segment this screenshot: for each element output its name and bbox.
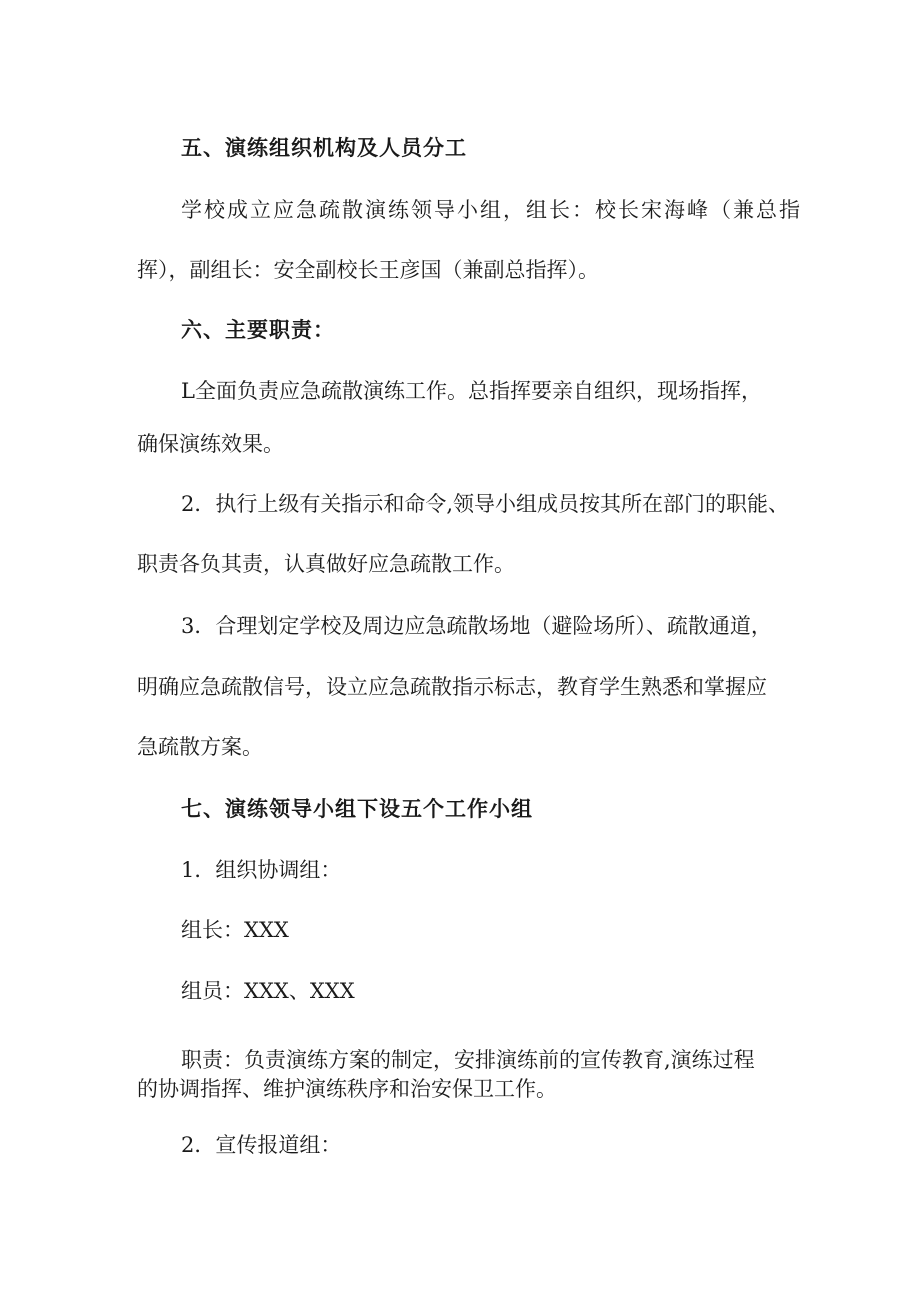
group-1-leader: 组长：XXX xyxy=(181,918,289,942)
section-7-heading: 七、演练领导小组下设五个工作小组 xyxy=(181,797,533,821)
duty-item-3-line-2: 明确应急疏散信号，设立应急疏散指示标志，教育学生熟悉和掌握应 xyxy=(137,675,767,699)
section-6-heading: 六、主要职责： xyxy=(181,318,335,342)
duty-item-2-line-1: 2．执行上级有关指示和命令,领导小组成员按其所在部门的职能、 xyxy=(181,492,790,516)
group-1-members: 组员：XXX、XXX xyxy=(181,979,355,1003)
duty-item-1-line-1: L全面负责应急疏散演练工作。总指挥要亲自组织，现场指挥， xyxy=(181,379,762,403)
duty-item-3-line-3: 急疏散方案。 xyxy=(137,735,263,759)
section-5-paragraph-line-2: 挥），副组长：安全副校长王彦国（兼副总指挥）。 xyxy=(137,258,599,282)
duty-item-3-line-1: 3．合理划定学校及周边应急疏散场地（避险场所）、疏散通道， xyxy=(181,614,772,638)
duty-item-2-line-2: 职责各负其责，认真做好应急疏散工作。 xyxy=(137,552,515,576)
section-5-paragraph-line-1: 学校成立应急疏散演练领导小组，组长：校长宋海峰（兼总指 xyxy=(181,198,802,222)
group-2-title: 2．宣传报道组： xyxy=(181,1133,342,1157)
section-5-heading: 五、演练组织机构及人员分工 xyxy=(181,136,467,160)
group-1-duty-line-1: 职责：负责演练方案的制定，安排演练前的宣传教育,演练过程 xyxy=(181,1048,755,1072)
group-1-duty-line-2: 的协调指挥、维护演练秩序和治安保卫工作。 xyxy=(137,1077,557,1101)
duty-item-1-line-2: 确保演练效果。 xyxy=(137,432,284,456)
group-1-title: 1．组织协调组： xyxy=(181,858,342,882)
